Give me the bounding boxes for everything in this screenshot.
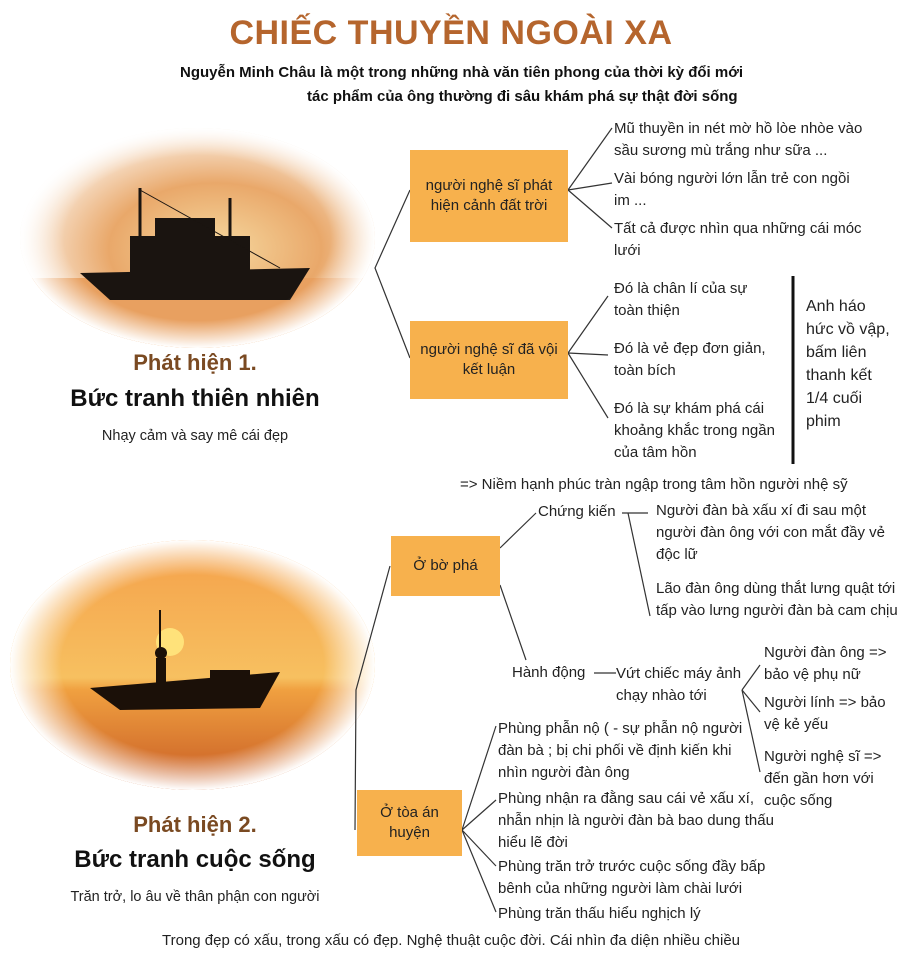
court-item-3: Phùng trăn trở trước cuộc sống đầy bấp bênh của những người làm chài lưới (498, 858, 766, 897)
discovery-2-name: Bức tranh cuộc sống (74, 846, 316, 873)
footer-text: Trong đẹp có xấu, trong xấu có đẹp. Nghệ thuật cuộc đời. Cái nhìn đa diện nhiều chiều (162, 932, 740, 949)
action-item-3: Người nghệ sĩ => đến gần hơn với cuộc sống (764, 748, 882, 809)
subtitle-line-1: Nguyễn Minh Châu là một trong những nhà văn tiên phong của thời kỳ đổi mới (180, 64, 744, 81)
conclusion-item-2: Đó là vẻ đẹp đơn giản, toàn bích (614, 340, 766, 379)
subtitle-line-2: tác phẩm của ông thường đi sâu khám phá sự thật đời sống (307, 88, 738, 105)
conclusion-line: => Niềm hạnh phúc tràn ngập trong tâm hồn người nhệ sỹ (460, 476, 848, 493)
witness-label: Chứng kiến (538, 503, 616, 520)
scene-item-2: Vài bóng người lớn lẫn trẻ con ngồi im ... (614, 170, 850, 209)
conclusion-item-3: Đó là sự khám phá cái khoảng khắc trong ngần của tâm hồn (614, 400, 775, 461)
node-at-district-court: Ở tòa án huyện (357, 790, 462, 856)
discovery-1-name: Bức tranh thiên nhiên (70, 385, 320, 412)
discovery-1-heading: Phát hiện 1. (133, 350, 257, 375)
discovery-2-heading: Phát hiện 2. (133, 812, 257, 837)
court-item-4: Phùng trăn thấu hiểu nghịch lý (498, 905, 701, 922)
scene-item-3: Tất cả được nhìn qua những cái móc lưới (614, 220, 862, 259)
action-item-1: Người đàn ông => bảo vệ phụ nữ (764, 644, 887, 683)
action-label: Hành động (512, 664, 586, 681)
action-text: Vứt chiếc máy ảnh chạy nhào tới (616, 665, 742, 704)
witness-item-2: Lão đàn ông dùng thắt lưng quật tới tấp vào lưng người đàn bà cam chịu (656, 580, 898, 619)
conclusion-item-1: Đó là chân lí của sự toàn thiện (614, 280, 748, 319)
node-at-lagoon: Ở bờ phá (391, 536, 500, 596)
side-note: Anh háo hức vồ vập, bấm liên thanh kết 1/4 cuối phim (806, 298, 890, 430)
witness-item-1: Người đàn bà xấu xí đi sau một người đàn ông với con mắt đầy vẻ độc lữ (656, 502, 886, 563)
node-artist-rushed-conclusion: người nghệ sĩ đã vội kết luận (410, 321, 568, 399)
page-title: CHIẾC THUYỀN NGOÀI XA (229, 14, 673, 52)
discovery-1-desc: Nhạy cảm và say mê cái đẹp (101, 428, 289, 444)
court-item-2: Phùng nhận ra đằng sau cái vẻ xấu xí, nhẫn nhịn là người đàn bà bao dung thấu hiểu lẽ đời (498, 790, 774, 851)
action-item-2: Người lính => bảo vệ kẻ yếu (764, 694, 886, 733)
court-item-1: Phùng phẫn nộ ( - sự phẫn nộ người đàn bà ; bị chi phối về định kiến khi nhìn người đàn ông (498, 720, 743, 781)
scene-item-1: Mũ thuyền in nét mờ hồ lòe nhòe vào sầu sương mù trắng như sữa ... (614, 120, 863, 159)
node-artist-discovers-scene: người nghệ sĩ phát hiện cảnh đất trời (410, 150, 568, 242)
discovery-2-desc: Trăn trở, lo âu về thân phận con người (70, 889, 320, 905)
